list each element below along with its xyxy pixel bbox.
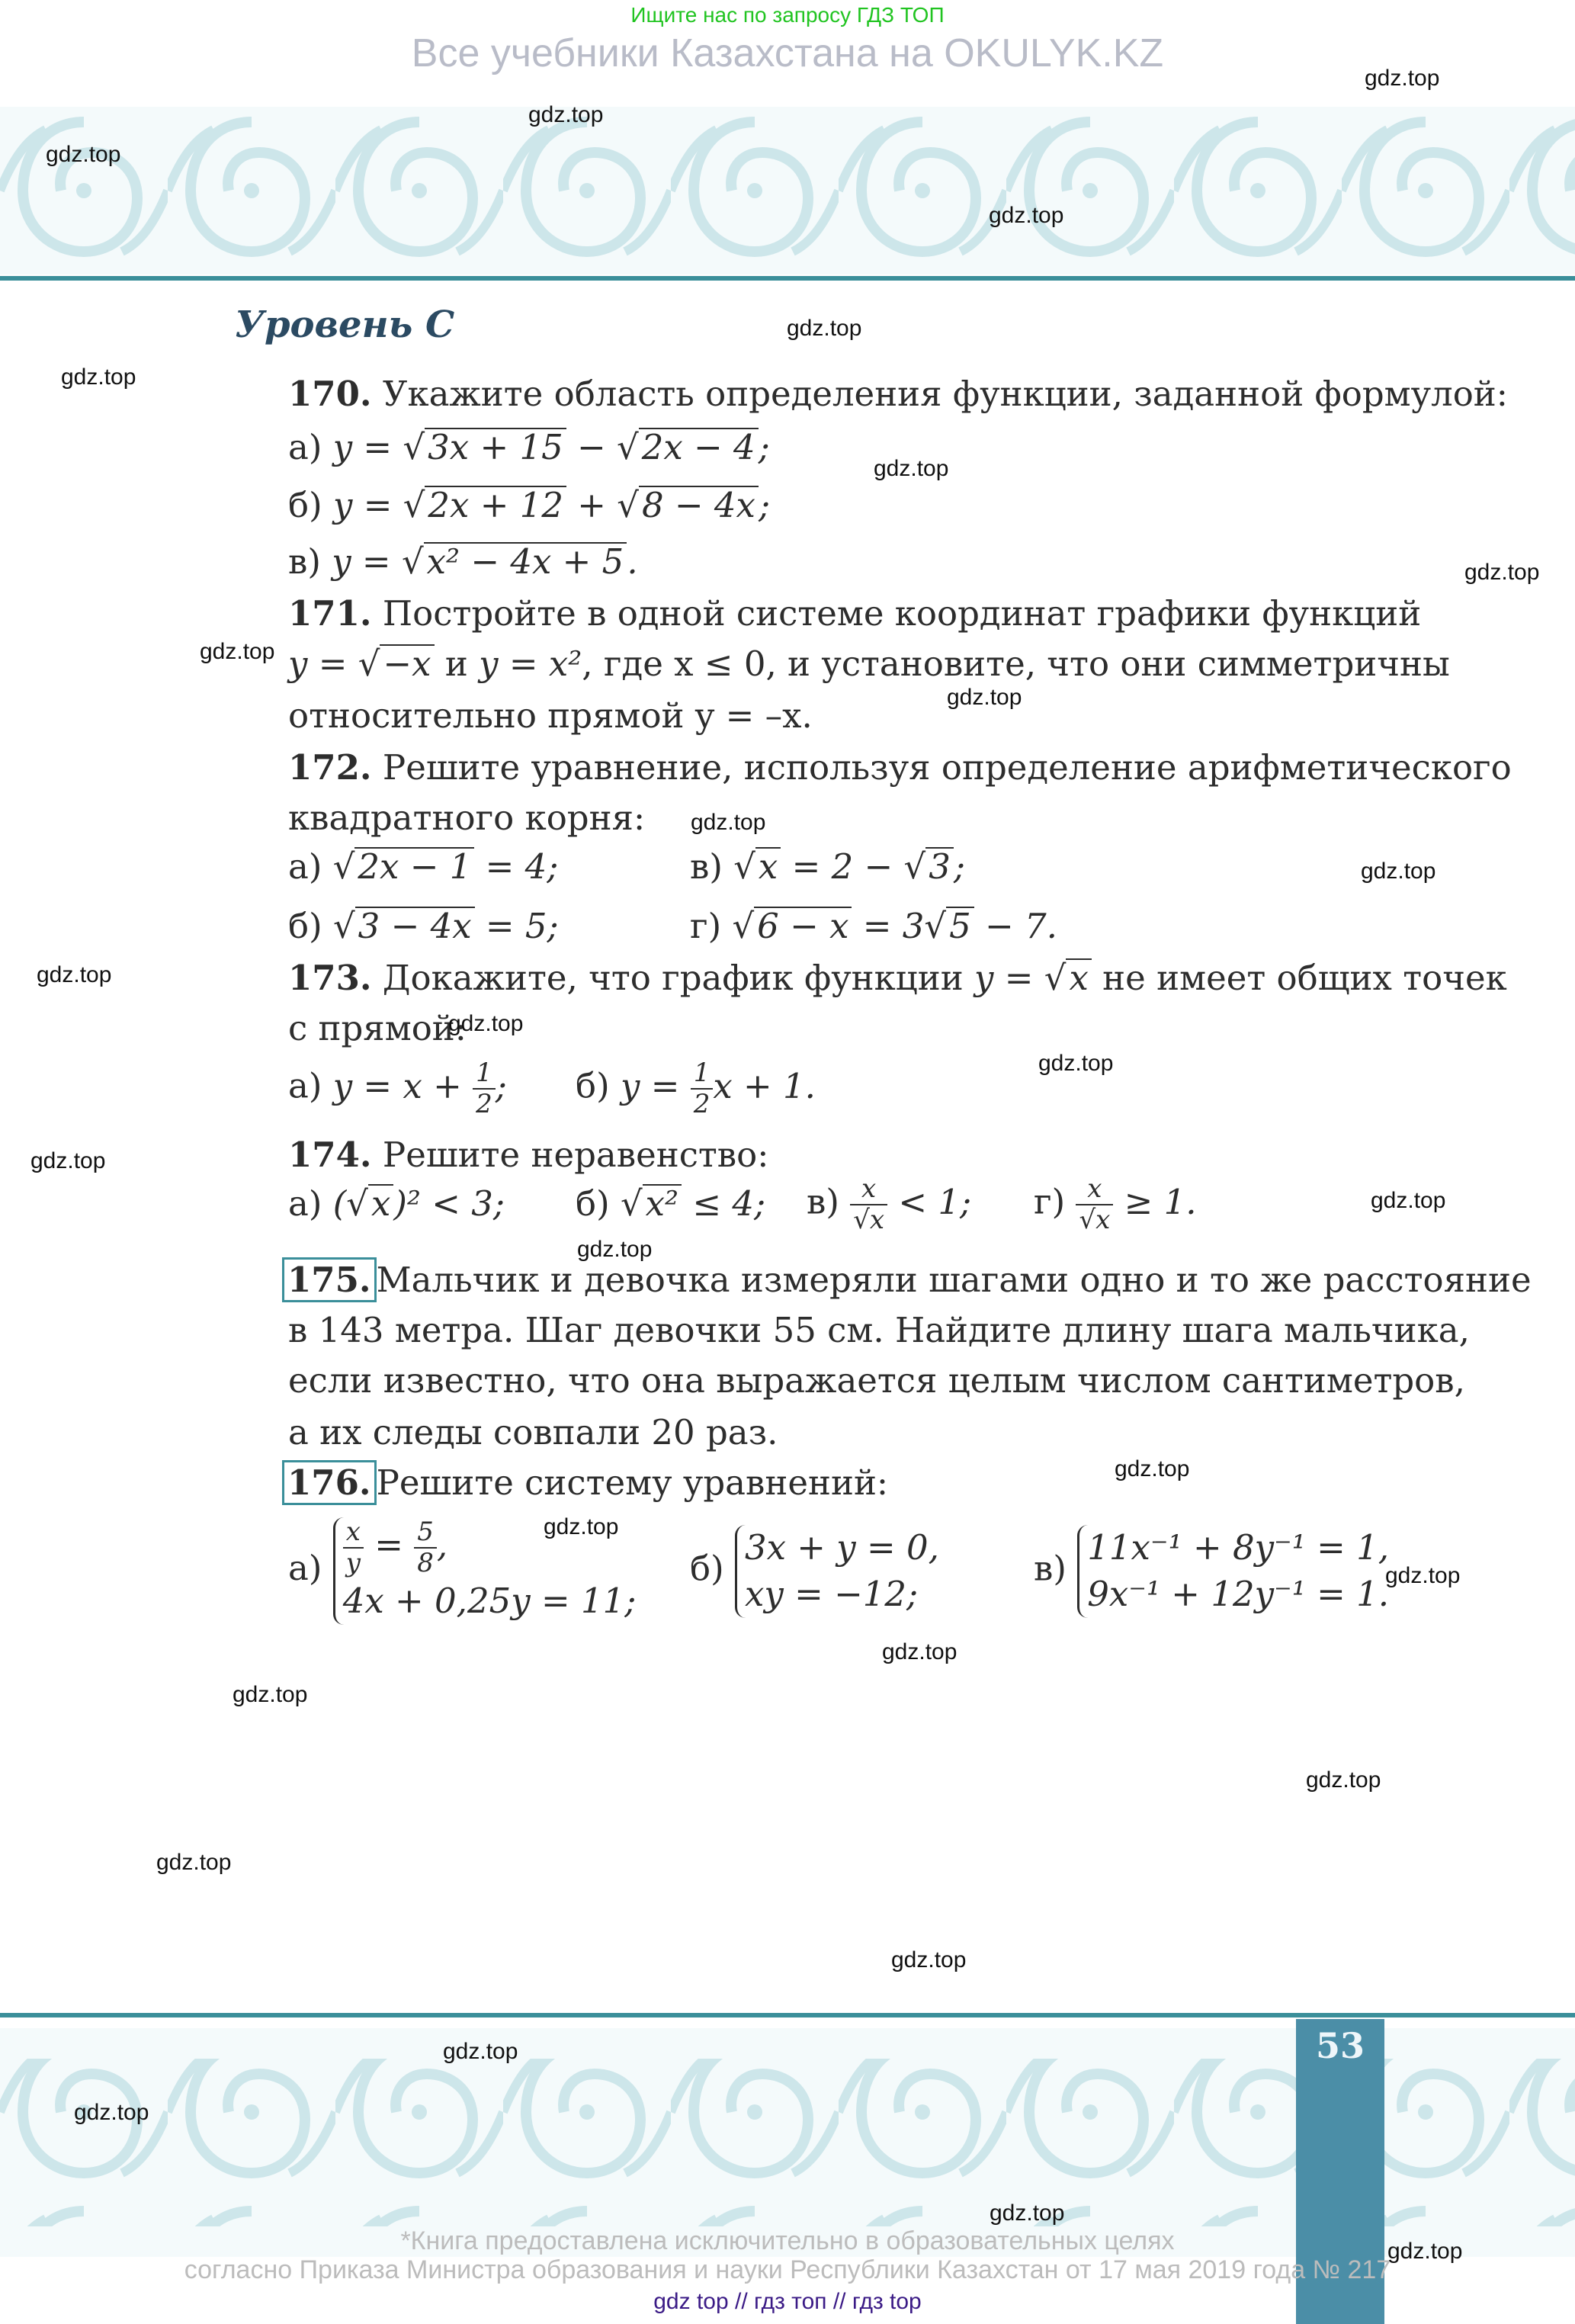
problem-number: 171. [288,593,372,634]
problem-172-c [690,846,965,887]
page-number: 53 [1296,2019,1384,2324]
watermark: gdz.top [1387,2239,1463,2264]
problem-number: 170. [288,374,372,414]
item-label: в) [690,846,723,887]
site-title[interactable]: Все учебники Казахстана на OKULYK.KZ [411,31,1164,75]
problem-176-b [690,1525,939,1618]
problem-number: 174. [288,1135,372,1175]
problem-170-c [288,541,638,582]
problem-175-line1 [282,1260,1532,1300]
formula: $\frac{x}{√x}$ < 1; [850,1182,971,1222]
formula: y = $\frac{1}{2}$ x + 1. [620,1058,816,1120]
problem-text: Укажите область определения функции, заданной формулой: [382,374,1508,414]
problem-175-line3: если известно, что она выражается целым числом сантиметров, [288,1360,1465,1401]
formula: √6 − x = 3√5 − 7. [732,906,1057,946]
problem-174-b [576,1183,765,1224]
formula: √x² ≤ 4; [620,1183,766,1224]
problem-text: не имеет общих точек [1102,958,1507,998]
watermark: gdz.top [1038,1051,1114,1076]
formula: y = √x [974,958,1092,998]
watermark: gdz.top [200,639,275,664]
item-label: г) [690,906,722,946]
problem-text: Решите систему уравнений: [376,1462,889,1503]
problem-176-statement [282,1462,888,1503]
problem-173-line1 [288,958,1507,998]
problem-text: Решите неравенство: [382,1135,769,1175]
problem-170-b [288,485,770,525]
item-label: а) [288,1065,322,1106]
item-label: б) [288,906,322,946]
item-label: в) [807,1181,839,1222]
watermark: gdz.top [448,1011,524,1036]
problem-172-a [288,846,558,887]
problem-170-a [288,427,770,467]
section-title: Уровень C [235,303,455,346]
problem-number: 172. [288,747,372,788]
item-label: б) [690,1548,724,1589]
item-label: а) [288,427,322,467]
watermark: gdz.top [1371,1188,1446,1213]
problem-number-boxed: 176. [282,1460,377,1505]
equation-system: 3x + y = 0, xy = −12; [735,1525,939,1618]
item-label: в) [1034,1548,1067,1589]
problem-number-boxed: 175. [282,1257,377,1302]
search-hint: Ищите нас по запросу ГДЗ ТОП [630,3,945,27]
problem-171-line1 [288,593,1422,634]
formula: y = x + $\frac{1}{2}$ ; [332,1058,507,1120]
watermark: gdz.top [1306,1767,1381,1793]
formula: y = √x² − 4x + 5. [332,541,638,582]
watermark: gdz.top [891,1947,967,1973]
problem-173-line2: с прямой: [288,1008,467,1048]
problem-171-line2 [288,644,1450,684]
watermark: gdz.top [691,810,766,835]
watermark: gdz.top [1365,66,1440,91]
bottom-divider [0,2013,1575,2017]
formula: y = √2x + 12 + √8 − 4x; [332,485,771,525]
problem-174-a [288,1183,505,1224]
formula: y = √3x + 15 − √2x − 4; [332,427,770,467]
problem-text: Постройте в одной системе координат графики функций [382,593,1422,634]
item-label: б) [288,485,322,525]
watermark: gdz.top [1464,560,1540,585]
problem-text: Докажите, что график функции [382,958,964,998]
problem-text: Решите уравнение, используя определение арифметического [382,747,1512,788]
formula: $\frac{x}{√x}$ ≥ 1. [1076,1182,1196,1222]
item-label: а) [288,1547,322,1588]
problem-170-statement [288,374,1508,414]
formula: √x = 2 − √3; [733,846,966,887]
problem-171-line3: относительно прямой y = –x. [288,695,813,736]
formula: y = x² [479,644,582,684]
item-label: г) [1034,1181,1066,1222]
watermark: gdz.top [528,102,604,127]
watermark: gdz.top [544,1514,619,1539]
watermark: gdz.top [30,1148,106,1173]
equation-system: 11x⁻¹ + 8y⁻¹ = 1, 9x⁻¹ + 12y⁻¹ = 1. [1077,1525,1389,1618]
watermark: gdz.top [156,1850,232,1875]
watermark: gdz.top [1361,859,1436,884]
watermark: gdz.top [74,2100,149,2125]
item-label: б) [576,1183,610,1224]
footer-links[interactable]: gdz top // гдз топ // гдз top [653,2289,922,2314]
formula: √3 − 4x = 5; [332,906,559,946]
problem-text: , где x ≤ 0, и установите, что они симметричны [582,644,1450,684]
problem-172-d [690,906,1057,946]
top-divider [0,276,1575,281]
formula: (√x)² < 3; [332,1183,505,1224]
watermark: gdz.top [61,364,136,390]
watermark: gdz.top [233,1682,308,1707]
watermark: gdz.top [46,142,121,167]
formula: √2x − 1 = 4; [332,846,559,887]
problem-174-statement [288,1135,768,1175]
watermark: gdz.top [989,203,1064,228]
formula: y = √−x [288,644,435,684]
problem-number: 173. [288,958,372,998]
problem-176-c [1034,1525,1389,1618]
footer-disclaimer-line2: согласно Приказа Министра образования и науки Республики Казахстан от 17 мая 2019 года № 217 [184,2255,1391,2284]
problem-173-a [288,1058,507,1119]
item-label: а) [288,1183,322,1224]
watermark: gdz.top [947,685,1022,710]
watermark: gdz.top [443,2039,518,2064]
problem-text: Мальчик и девочка измеряли шагами одно и то же расстояние [376,1260,1532,1300]
problem-172-b [288,906,559,946]
watermark: gdz.top [990,2200,1065,2226]
watermark: gdz.top [787,316,862,341]
equation-system: $\frac{x}{y}$ = $\frac{5}{8}$ , 4x + 0,25y = 11; [333,1517,637,1625]
watermark: gdz.top [577,1237,653,1262]
item-label: б) [576,1065,610,1106]
watermark: gdz.top [874,456,949,481]
problem-175-line2: в 143 метра. Шаг девочки 55 см. Найдите длину шага мальчика, [288,1310,1470,1350]
watermark: gdz.top [1115,1456,1190,1481]
watermark: gdz.top [37,962,112,987]
problem-text: и [444,644,468,684]
top-ornament-band [0,107,1575,274]
item-label: а) [288,846,322,887]
watermark: gdz.top [1385,1563,1461,1588]
problem-172-line1 [288,747,1512,788]
problem-174-c [807,1174,971,1235]
problem-172-line2: квадратного корня: [288,798,646,838]
watermark: gdz.top [882,1639,958,1664]
footer-disclaimer-line1: *Книга предоставлена исключительно в образовательных целях [400,2226,1175,2255]
problem-173-b [576,1058,816,1119]
problem-175-line4: а их следы совпали 20 раз. [288,1412,778,1452]
item-label: в) [288,541,321,582]
problem-174-d [1034,1174,1197,1235]
